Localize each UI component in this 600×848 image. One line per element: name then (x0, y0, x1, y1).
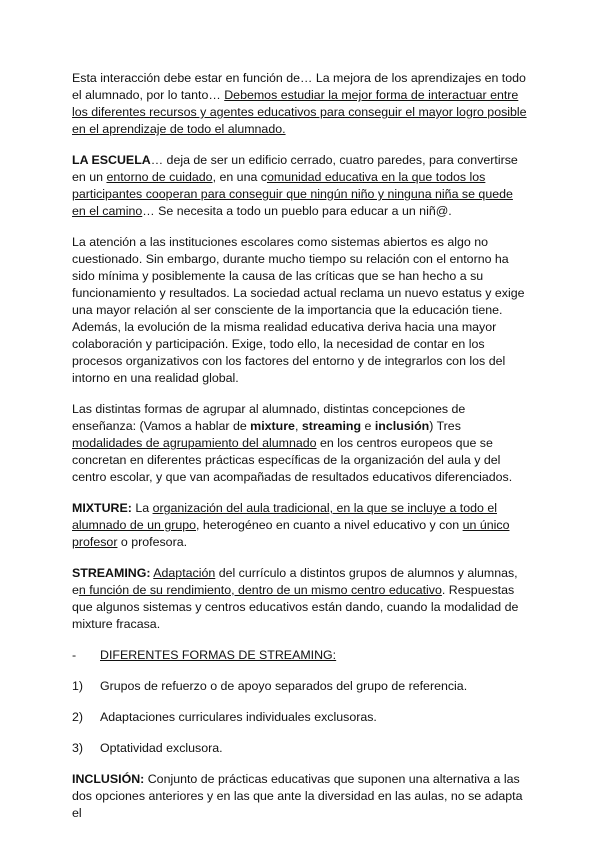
paragraph-agrupar-alumnado: Las distintas formas de agrupar al alumnado, distintas concepciones de enseñanza: (Vamos a hablar de mixture, streaming e inclusión) Tres modalidades de agrupamiento del alumnado en los centros europeos que se concretan en diferentes prácticas específicas de la organización del aula y del centro escolar, y que van acompañadas de resultados educativos diferenciados. (72, 402, 513, 484)
underlined-phrase: Adaptación (153, 566, 216, 580)
underlined-phrase: organización del aula tradicional, en la que se incluye a todo el alumnado de un grupo (72, 501, 497, 532)
list-marker: 2) (72, 710, 84, 724)
list-item (72, 678, 530, 695)
paragraph-mixture: MIXTURE: La organización del aula tradicional, en la que se incluye a todo el alumnado de un grupo, heterogéneo en cuanto a nivel educativo y con un único profesor o profesora. (72, 501, 510, 549)
underlined-phrase: Debemos estudiar la mejor forma de interactuar entre los diferentes recursos y agentes educativos para conseguir el mayor logro posible en el aprendizaje de todo el alumnado. (72, 88, 527, 136)
section-heading-la-escuela: LA ESCUELA (72, 153, 151, 167)
list-marker: 3) (72, 741, 84, 755)
paragraph-interaccion: Esta interacción debe estar en función de… La mejora de los aprendizajes en todo el alumnado, por lo tanto… Debemos estudiar la mejor forma de interactuar entre los diferentes recursos y agentes educativos para conseguir el mayor logro posible en el aprendizaje de todo el alumnado. (72, 71, 527, 136)
list-marker: - (72, 648, 77, 662)
underlined-phrase: entorno de cuidado (106, 170, 213, 184)
streaming-forms-heading (72, 647, 530, 664)
paragraph-streaming: STREAMING: Adaptación del currículo a distintos grupos de alumnos y alumnas, en función de su rendimiento, dentro de un mismo centro educativo. Respuestas que algunos sistemas y centros educativos están dando, cuando la modalidad de mixture fracasa. (72, 566, 519, 631)
list-item-text: Grupos de refuerzo o de apoyo separados del grupo de referencia. (100, 679, 468, 693)
underlined-phrase: un único profesor (72, 518, 510, 549)
document-body (72, 70, 530, 836)
section-heading-mixture: MIXTURE: (72, 501, 132, 515)
list-marker: 1) (72, 679, 84, 693)
list-item-text: Optatividad exclusora. (100, 741, 223, 755)
section-heading-inclusion: INCLUSIÓN: (72, 772, 145, 786)
section-heading-streaming: STREAMING: (72, 566, 151, 580)
underlined-phrase: omunidad educativa en la que todos los participantes cooperan para conseguir que ningún niño y ninguna niña se quede en el camino (72, 170, 513, 218)
underlined-phrase: n función de su rendimiento, dentro de un mismo centro educativo (78, 583, 442, 597)
list-item (72, 740, 530, 757)
list-heading-text: DIFERENTES FORMAS DE STREAMING: (100, 648, 337, 662)
paragraph-instituciones: La atención a las instituciones escolares como sistemas abiertos es algo no cuestionado. Sin embargo, durante mucho tiempo su relación con el entorno ha sido mínima y posiblemente la causa de las críticas que se han hecho a su funcionamiento y resultados. La sociedad actual reclama un nuevo estatus y exige una mayor relación al ser consciente de la importancia que la educación tiene. Además, la evolución de la misma realidad educativa deriva hacia una mayor colaboración y participación. Exige, todo ello, la necesidad de contar en los procesos organizativos con los factores del entorno y de integrarlos con los del intorno en una realidad global. (72, 235, 525, 385)
list-item (72, 709, 530, 726)
underlined-phrase: modalidades de agrupamiento del alumnado (72, 436, 317, 450)
paragraph-inclusion: INCLUSIÓN: Conjunto de prácticas educativas que suponen una alternativa a las dos opciones anteriores y en las que ante la diversidad en las aulas, no se adapta el (72, 772, 523, 820)
paragraph-la-escuela: LA ESCUELA… deja de ser un edificio cerrado, cuatro paredes, para convertirse en un entorno de cuidado, en una comunidad educativa en la que todos los participantes cooperan para conseguir que ningún niño y ninguna niña se quede en el camino… Se necesita a todo un pueblo para educar a un niñ@. (72, 153, 518, 218)
list-item-text: Adaptaciones curriculares individuales exclusoras. (100, 710, 377, 724)
